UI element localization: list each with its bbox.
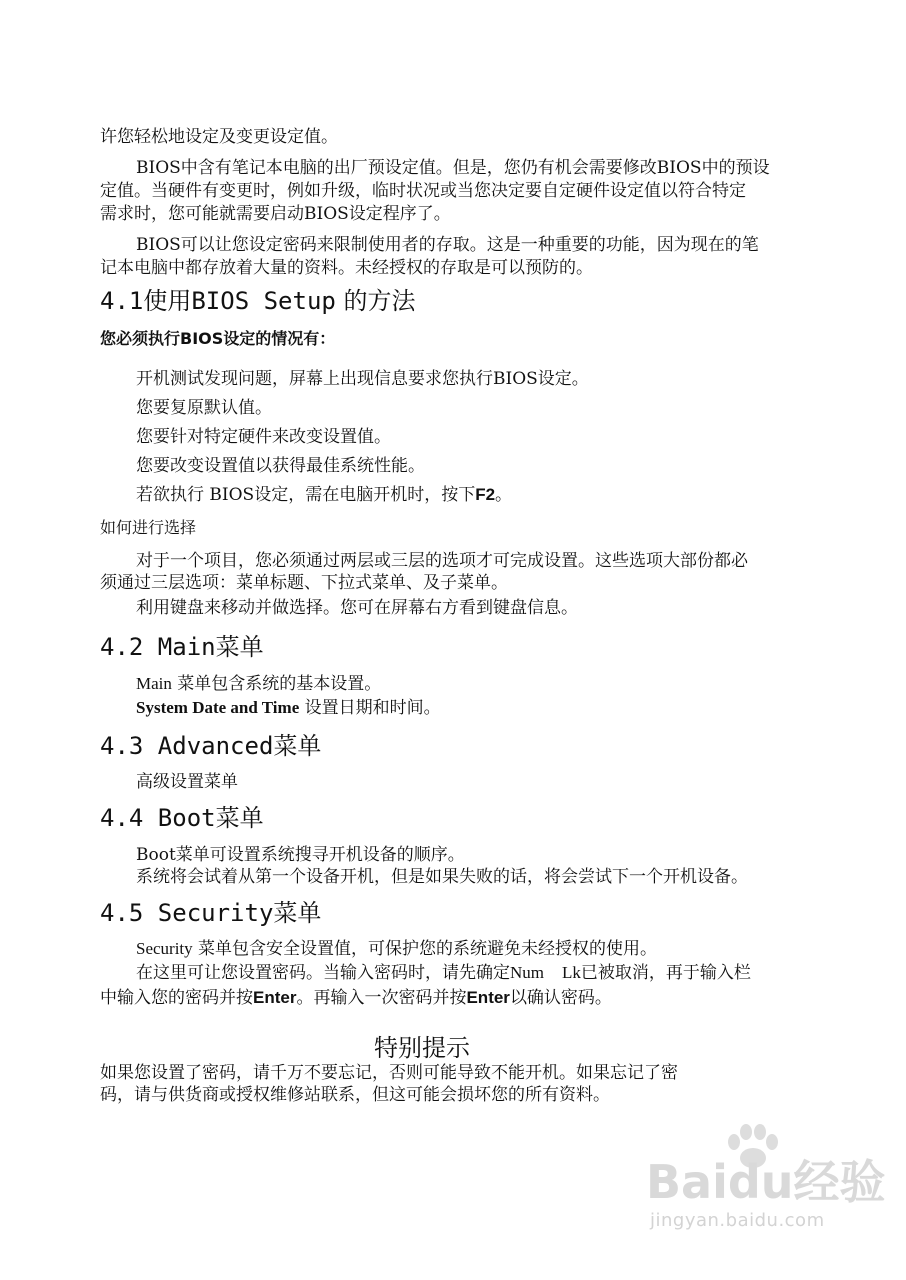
- heading-text: 菜单: [273, 732, 322, 760]
- key-label: Enter: [466, 988, 510, 1007]
- description-text: 中输入您的密码并按: [100, 988, 253, 1008]
- menu-name: Security: [136, 939, 193, 958]
- watermark-logo: Baidu经验: [646, 1155, 886, 1209]
- intro-paragraph-line: BIOS中含有笔记本电脑的出厂预设定值。但是，您仍有机会需要修改BIOS中的预设: [136, 158, 770, 178]
- notice-line: 码，请与供货商或授权维修站联系，但这可能会损坏您的所有资料。: [100, 1085, 610, 1105]
- heading-text: 菜单: [273, 899, 322, 927]
- baidu-watermark: [646, 1146, 886, 1246]
- paragraph-line: 高级设置菜单: [136, 772, 238, 792]
- heading-text: 菜单: [215, 804, 264, 832]
- menu-name: Main: [136, 674, 172, 693]
- list-item: 您要复原默认值。: [136, 398, 272, 418]
- description-text: 在这里可让您设置密码。当输入密码时，请先确定: [136, 963, 510, 983]
- intro-paragraph-line: 定值。当硬件有变更时，例如升级，临时状况或当您决定要自定硬件设定值以符合特定: [100, 181, 746, 201]
- notice-title: 特别提示: [374, 1034, 470, 1062]
- list-item: 开机测试发现问题，屏幕上出现信息要求您执行BIOS设定。: [136, 369, 589, 389]
- paragraph-line: Boot菜单可设置系统搜寻开机设备的顺序。: [136, 845, 465, 865]
- heading-text: BIOS Setup: [191, 287, 336, 315]
- intro-paragraph-line: 记本电脑中都存放着大量的资料。未经授权的存取是可以预防的。: [100, 258, 593, 278]
- section-heading-4-4: [100, 803, 264, 833]
- heading-text: 菜单: [215, 633, 264, 661]
- heading-number: 4.1: [100, 287, 144, 315]
- section-subheading: 如何进行选择: [100, 518, 197, 537]
- section-heading-4-1: [100, 286, 416, 316]
- heading-text: 使用: [143, 287, 192, 315]
- paragraph-line: [136, 962, 751, 984]
- instruction-text: 若欲执行 BIOS设定，需在电脑开机时，按下: [136, 485, 476, 505]
- description-text: 菜单包含安全设置值，可保护您的系统避免未经授权的使用。: [192, 939, 658, 959]
- notice-line: 如果您设置了密码，请千万不要忘记，否则可能导致不能开机。如果忘记了密: [100, 1063, 678, 1083]
- heading-text: 4.3 Advanced: [100, 732, 274, 760]
- heading-text: 4.5 Security: [100, 899, 274, 927]
- heading-text: 4.4 Boot: [100, 804, 216, 832]
- paragraph-line: 系统将会试着从第一个设备开机，但是如果失败的话，将会尝试下一个开机设备。: [136, 867, 748, 887]
- section-heading-4-2: [100, 632, 264, 662]
- key-label: Num: [510, 963, 544, 982]
- paragraph-line: [100, 987, 612, 1009]
- description-text: 以确认密码。: [509, 988, 612, 1008]
- section-subheading: 您必须执行BIOS设定的情况有：: [100, 329, 336, 348]
- heading-text: 的方法: [335, 287, 416, 315]
- list-item: 您要针对特定硬件来改变设置值。: [136, 427, 391, 447]
- paragraph-line: [136, 673, 381, 695]
- intro-line: 许您轻松地设定及变更设定值。: [100, 127, 338, 147]
- key-label: F2: [475, 485, 496, 504]
- description-text: 。再输入一次密码并按: [296, 988, 467, 1008]
- description-text: 已被取消，再于输入栏: [580, 963, 751, 983]
- paragraph-line: 对于一个项目，您必须通过两层或三层的选项才可完成设置。这些选项大部份都必: [136, 551, 748, 571]
- list-item: [136, 484, 512, 506]
- paragraph-line: 利用键盘来移动并做选择。您可在屏幕右方看到键盘信息。: [136, 598, 578, 618]
- section-heading-4-5: [100, 898, 321, 928]
- paragraph-line: [136, 938, 657, 960]
- section-heading-4-3: [100, 731, 321, 761]
- paragraph-line: [136, 697, 441, 719]
- description-text: 菜单包含系统的基本设置。: [171, 674, 382, 694]
- paragraph-line: 须通过三层选项：菜单标题、下拉式菜单、及子菜单。: [100, 573, 508, 593]
- key-label: Lk: [562, 963, 581, 982]
- list-item: 您要改变设置值以获得最佳系统性能。: [136, 456, 425, 476]
- key-label: Enter: [253, 988, 297, 1007]
- watermark-url: jingyan.baidu.com: [650, 1210, 825, 1231]
- intro-paragraph-line: BIOS可以让您设定密码来限制使用者的存取。这是一种重要的功能，因为现在的笔: [136, 235, 759, 255]
- description-text: 设置日期和时间。: [299, 698, 441, 718]
- intro-paragraph-line: 需求时，您可能就需要启动BIOS设定程序了。: [100, 204, 451, 224]
- setting-name: System Date and Time: [136, 698, 300, 717]
- heading-text: 4.2 Main: [100, 633, 216, 661]
- instruction-text: 。: [495, 485, 513, 505]
